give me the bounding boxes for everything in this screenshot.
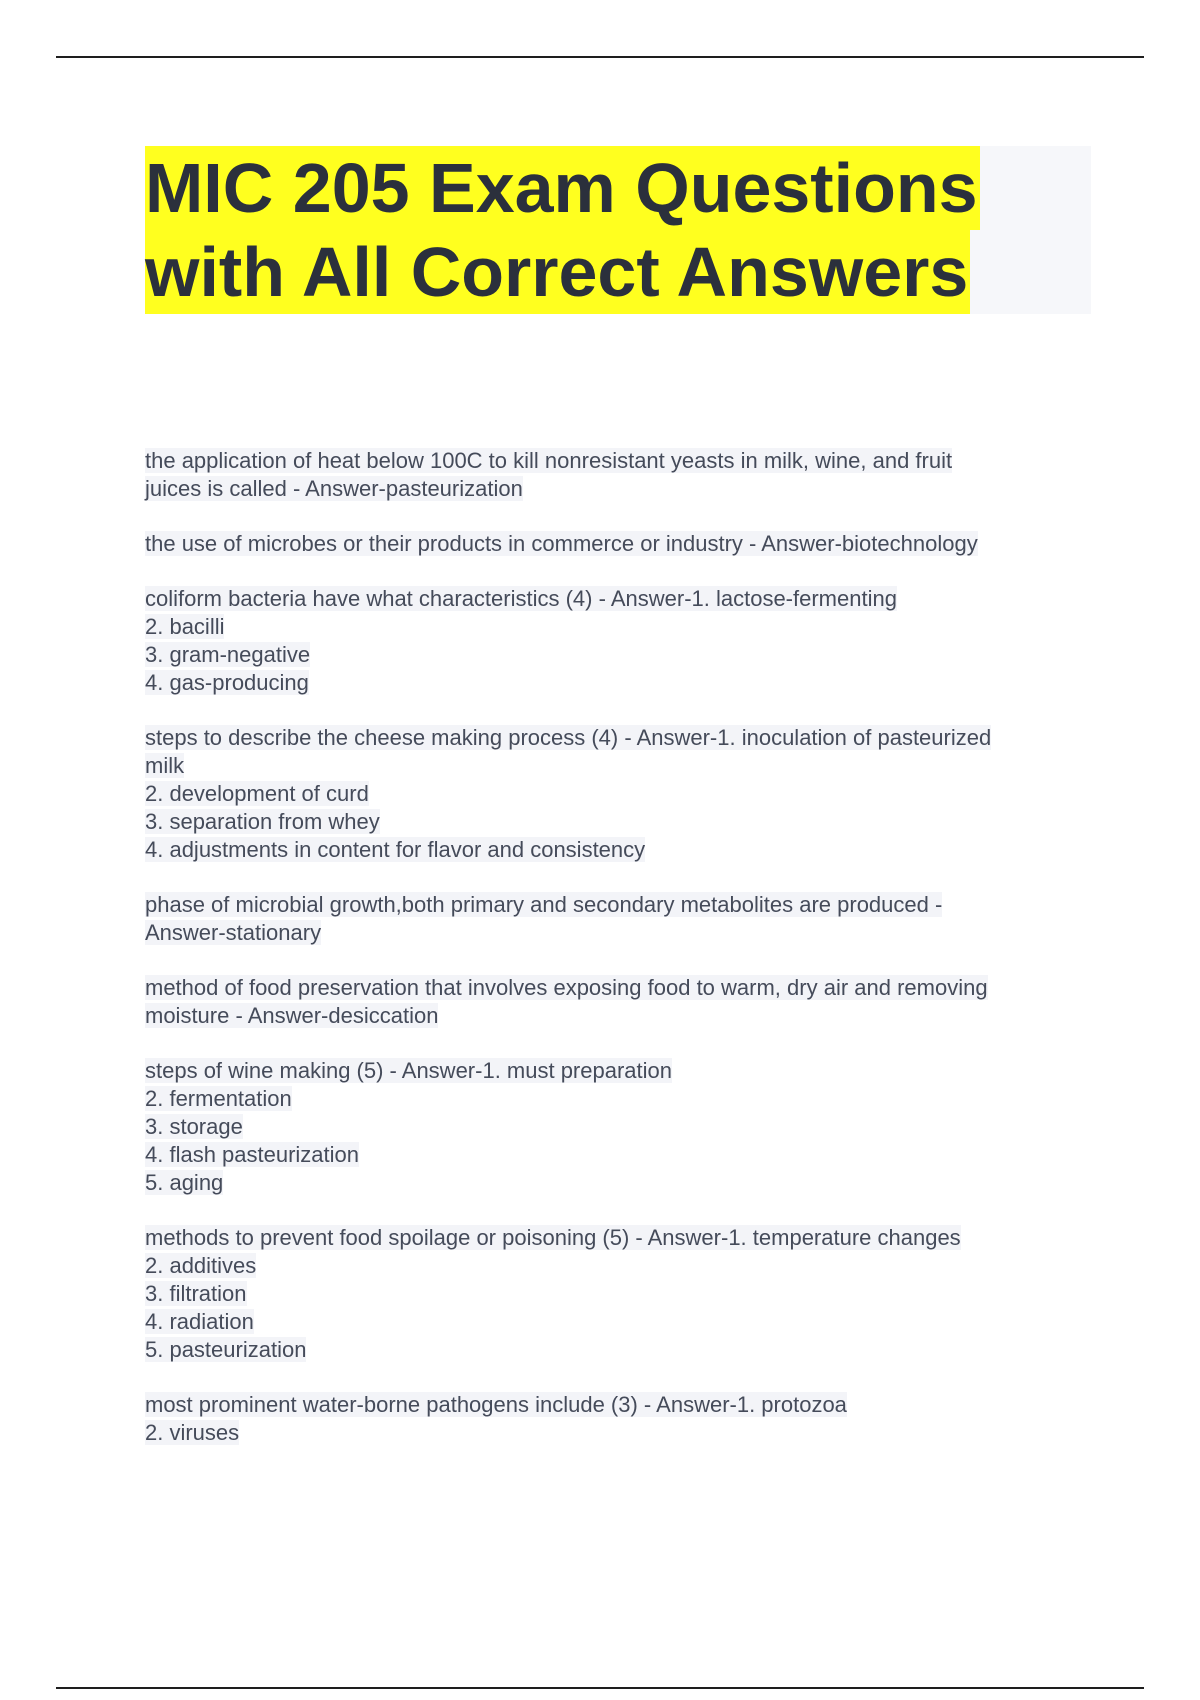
question-answer-line <box>145 1391 1085 1419</box>
question-answer-text: phase of microbial growth,both primary and secondary metabolites are produced - <box>145 892 943 917</box>
question-answer-item <box>145 1057 1085 1197</box>
question-answer-line <box>145 1085 1085 1113</box>
question-answer-line <box>145 613 1085 641</box>
question-answer-line <box>145 974 1085 1002</box>
question-answer-text: 4. gas-producing <box>145 670 309 695</box>
question-answer-text: steps to describe the cheese making process (4) - Answer-1. inoculation of pasteurized <box>145 725 992 750</box>
question-answer-line <box>145 1113 1085 1141</box>
bottom-rule <box>56 1687 1144 1689</box>
question-answer-text: 4. radiation <box>145 1309 254 1334</box>
question-answer-text: 4. flash pasteurization <box>145 1142 360 1167</box>
question-answer-line <box>145 1224 1085 1252</box>
question-answer-text: coliform bacteria have what characteristics (4) - Answer-1. lactose-fermenting <box>145 586 897 611</box>
question-answer-text: 3. storage <box>145 1114 243 1139</box>
title-line-2: with All Correct Answers <box>145 230 970 314</box>
question-answer-line <box>145 669 1085 697</box>
question-answer-item <box>145 530 1085 558</box>
question-answer-item <box>145 891 1085 947</box>
question-answer-line <box>145 530 1085 558</box>
question-answer-text: 3. gram-negative <box>145 642 311 667</box>
question-answer-line <box>145 1169 1085 1197</box>
question-answer-item <box>145 1391 1085 1447</box>
question-answer-item <box>145 1224 1085 1364</box>
question-answer-text: 2. bacilli <box>145 614 225 639</box>
question-answer-list <box>145 447 1085 1474</box>
question-answer-text: Answer-stationary <box>145 920 322 945</box>
question-answer-text: moisture - Answer-desiccation <box>145 1003 439 1028</box>
question-answer-item <box>145 447 1085 503</box>
title-line-1: MIC 205 Exam Questions <box>145 146 980 230</box>
question-answer-text: 3. filtration <box>145 1281 247 1306</box>
question-answer-line <box>145 1057 1085 1085</box>
question-answer-text: methods to prevent food spoilage or poisoning (5) - Answer-1. temperature changes <box>145 1225 961 1250</box>
question-answer-line <box>145 475 1085 503</box>
question-answer-line <box>145 1419 1085 1447</box>
question-answer-line <box>145 891 1085 919</box>
question-answer-line <box>145 919 1085 947</box>
question-answer-item <box>145 974 1085 1030</box>
question-answer-line <box>145 1308 1085 1336</box>
document-title <box>145 146 980 314</box>
question-answer-line <box>145 447 1085 475</box>
question-answer-line <box>145 1252 1085 1280</box>
question-answer-text: most prominent water-borne pathogens include (3) - Answer-1. protozoa <box>145 1392 847 1417</box>
question-answer-text: 4. adjustments in content for flavor and consistency <box>145 837 646 862</box>
question-answer-line <box>145 724 1085 752</box>
question-answer-line <box>145 1141 1085 1169</box>
question-answer-text: the application of heat below 100C to kill nonresistant yeasts in milk, wine, and fruit <box>145 448 953 473</box>
question-answer-text: milk <box>145 753 185 778</box>
question-answer-text: 2. fermentation <box>145 1086 292 1111</box>
question-answer-text: method of food preservation that involves exposing food to warm, dry air and removing <box>145 975 988 1000</box>
question-answer-text: 5. aging <box>145 1170 224 1195</box>
top-rule <box>56 56 1144 58</box>
question-answer-line <box>145 752 1085 780</box>
question-answer-line <box>145 836 1085 864</box>
question-answer-line <box>145 808 1085 836</box>
question-answer-line <box>145 1002 1085 1030</box>
question-answer-text: steps of wine making (5) - Answer-1. must preparation <box>145 1058 673 1083</box>
question-answer-line <box>145 1280 1085 1308</box>
question-answer-item <box>145 585 1085 697</box>
question-answer-text: 2. viruses <box>145 1420 240 1445</box>
question-answer-line <box>145 641 1085 669</box>
question-answer-line <box>145 1336 1085 1364</box>
question-answer-text: 2. development of curd <box>145 781 369 806</box>
question-answer-text: 2. additives <box>145 1253 257 1278</box>
question-answer-text: the use of microbes or their products in commerce or industry - Answer-biotechnology <box>145 531 978 556</box>
question-answer-text: juices is called - Answer-pasteurization <box>145 476 523 501</box>
question-answer-line <box>145 585 1085 613</box>
question-answer-text: 5. pasteurization <box>145 1337 307 1362</box>
question-answer-item <box>145 724 1085 864</box>
question-answer-line <box>145 780 1085 808</box>
question-answer-text: 3. separation from whey <box>145 809 380 834</box>
